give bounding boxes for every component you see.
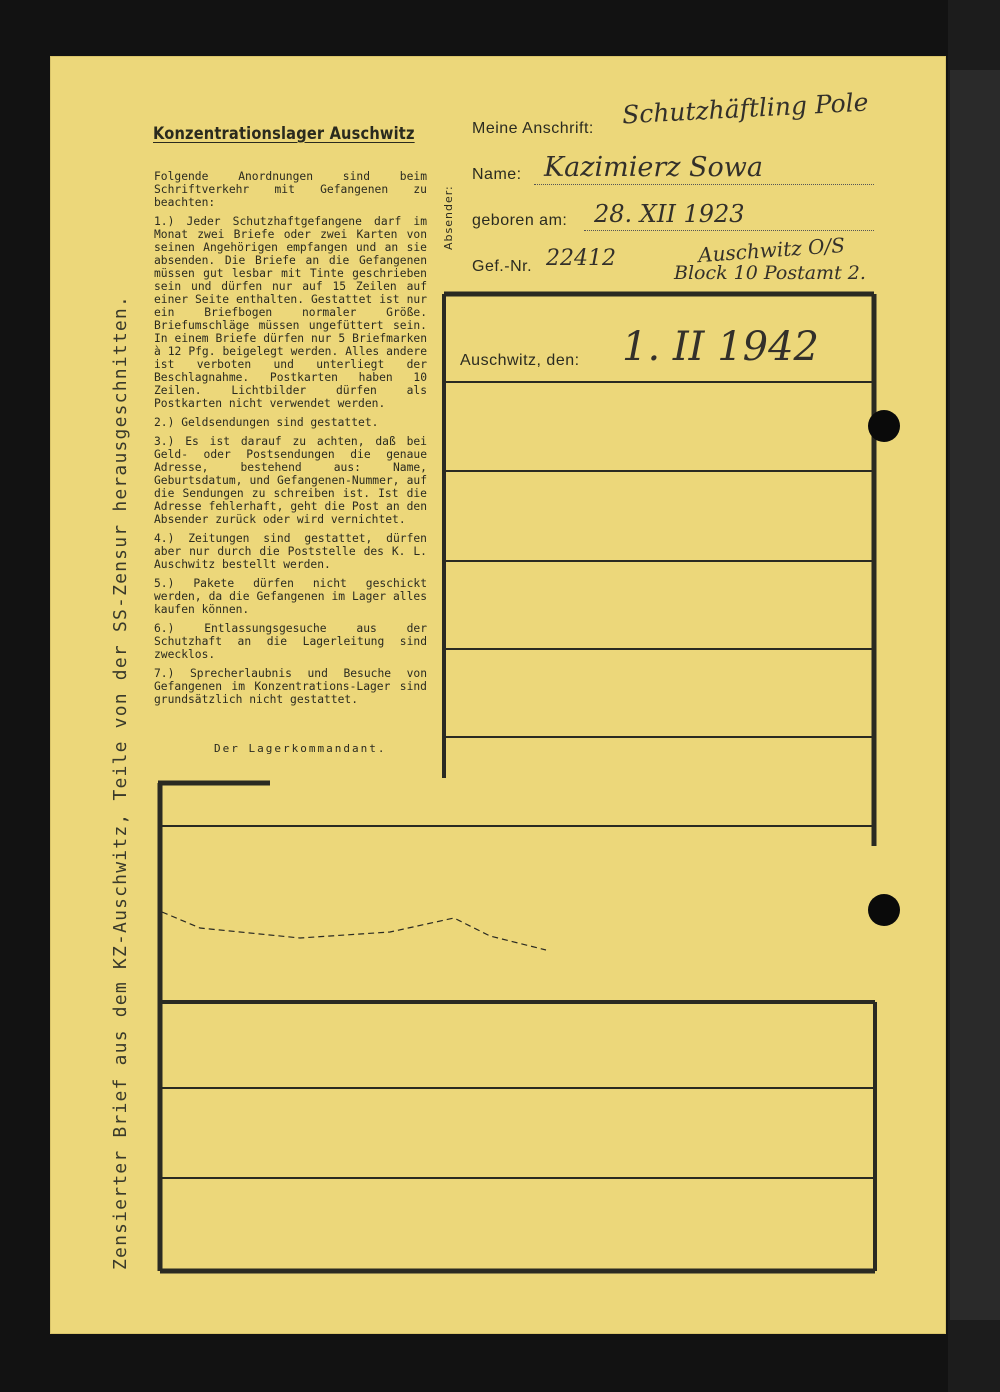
rule-1: 1.) Jeder Schutzhaftgefangene darf im Monat zwei Briefe oder zwei Karten von seinen Angehörigen empfangen und an sie absenden. Die Briefe an die Gefangenen müssen gut lesbar mit Tinte geschrieben sein und dürfen nur auf 15 Zeilen auf einer Seite enthalten. Gestattet ist nur ein Briefbogen normaler Größe. Briefumschläge müssen ungefüttert sein. In einem Briefe dürfen nur 5 Briefmarken à 12 Pfg. beigelegt werden. Alles andere ist verboten und unterliegt der Beschlagnahme. Postkarten haben 10 Zeilen. Lichtbilder dürfen als Postkarten nicht verwendet werden. xyxy=(154,215,427,410)
address-value: Schutzhäftling Pole xyxy=(621,87,870,130)
rule-6: 6.) Entlassungsgesuche aus der Schutzhaft an die Lagerleitung sind zwecklos. xyxy=(154,622,427,661)
address-label: Meine Anschrift: xyxy=(472,120,594,137)
side-note: Zensierter Brief aus dem KZ-Auschwitz, Teile von der SS-Zensur herausgeschnitten. xyxy=(110,295,131,1270)
punch-hole-bottom xyxy=(868,894,900,926)
sender-label-vertical: Absender: xyxy=(442,185,455,250)
name-label: Name: xyxy=(472,166,522,183)
date-value: 1. II 1942 xyxy=(622,324,819,370)
adjacent-page xyxy=(950,70,1000,1320)
form-lines xyxy=(50,56,946,1334)
punch-hole-top xyxy=(868,410,900,442)
prisoner-no-label: Gef.-Nr. xyxy=(472,258,533,275)
form-heading: Konzentrationslager Auschwitz xyxy=(153,124,415,144)
rule-7: 7.) Sprecherlaubnis und Besuche von Gefangenen im Konzentrations-Lager sind grundsätzlich nicht gestattet. xyxy=(154,667,427,706)
born-value: 28. XII 1923 xyxy=(594,200,745,228)
signoff: Der Lagerkommandant. xyxy=(214,742,387,755)
rule-2: 2.) Geldsendungen sind gestattet. xyxy=(154,416,379,429)
rules-intro: Folgende Anordnungen sind beim Schriftverkehr mit Gefangenen zu beachten: xyxy=(154,170,427,209)
letter-form-paper xyxy=(50,56,946,1334)
prisoner-no-value: 22412 xyxy=(546,246,616,271)
location-line-2: Block 10 Postamt 2. xyxy=(674,262,866,284)
name-value: Kazimierz Sowa xyxy=(544,152,764,183)
rule-4: 4.) Zeitungen sind gestattet, dürfen aber nur durch die Poststelle des K. L. Auschwitz bestellt werden. xyxy=(154,532,427,571)
place-date-label: Auschwitz, den: xyxy=(460,352,580,369)
rule-5: 5.) Pakete dürfen nicht geschickt werden, da die Gefangenen im Lager alles kaufen können. xyxy=(154,577,427,616)
rule-3: 3.) Es ist darauf zu achten, daß bei Geld- oder Postsendungen die genaue Adresse, bestehend aus: Name, Geburtsdatum, und Gefangenen-Nummer, auf die Sendungen zu schreiben ist. Ist die Adresse fehlerhaft, geht die Post an den Absender zurück oder wird vernichtet. xyxy=(154,435,427,526)
location-line-1: Auschwitz O/S xyxy=(697,232,846,268)
born-label: geboren am: xyxy=(472,212,568,229)
